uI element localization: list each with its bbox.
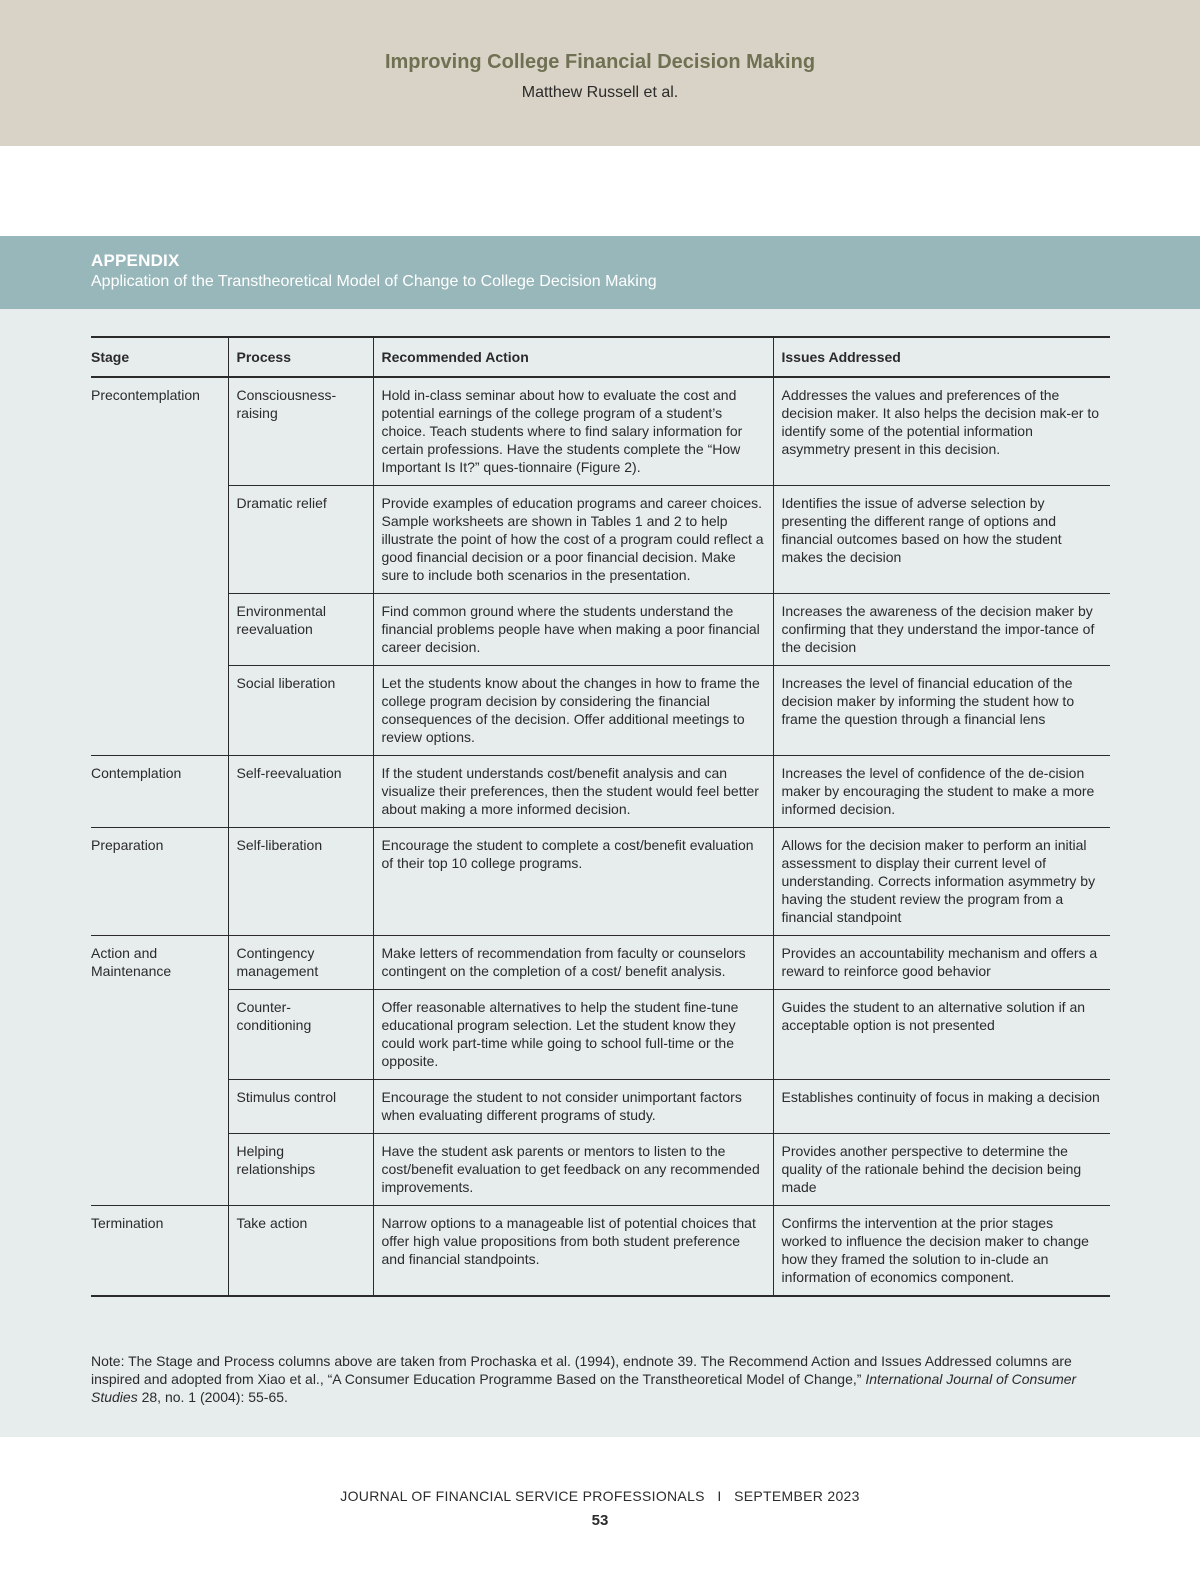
issues-cell: Addresses the values and preferences of the decision maker. It also helps the decision mak-er to identify some of the potential information asymmetry present in this decision.: [773, 377, 1110, 486]
appendix-band: [0, 236, 1200, 309]
process-cell: Environmental reevaluation: [228, 594, 373, 666]
table-row: [91, 1080, 1110, 1134]
note-text-after: 28, no. 1 (2004): 55-65.: [137, 1389, 288, 1405]
process-cell: Self-reevaluation: [228, 756, 373, 828]
stage-cell: [91, 594, 228, 666]
table-row: [91, 828, 1110, 936]
article-title: Improving College Financial Decision Making: [384, 51, 816, 73]
appendix-subtitle: Application of the Transtheoretical Model of Change to College Decision Making: [91, 273, 657, 290]
stage-cell: Precontemplation: [91, 387, 200, 403]
table-row: [91, 936, 1110, 990]
action-cell: Encourage the student to complete a cost/benefit evaluation of their top 10 college programs.: [373, 828, 773, 936]
issues-cell: Increases the level of financial education of the decision maker by informing the student how to frame the question through a financial lens: [773, 666, 1110, 756]
process-cell: Contingency management: [228, 936, 373, 990]
action-cell: Let the students know about the changes in how to frame the college program decision by considering the financial consequences of the decision. Offer additional meetings to review options.: [373, 666, 773, 756]
appendix-label: APPENDIX: [91, 251, 180, 270]
process-cell: Social liberation: [228, 666, 373, 756]
stage-cell: [91, 486, 228, 594]
issues-cell: Increases the level of confidence of the de-cision maker by encouraging the student to make a more informed decision.: [773, 756, 1110, 828]
issues-cell: Allows for the decision maker to perform an initial assessment to display their current level of understanding. Corrects information asymmetry by having the student review the program from a financial standpoint: [773, 828, 1110, 936]
table-note: [91, 1352, 1110, 1406]
action-cell: Have the student ask parents or mentors to listen to the cost/benefit evaluation to get feedback on any recommended improvements.: [373, 1134, 773, 1206]
issues-cell: Identifies the issue of adverse selection by presenting the different range of options and financial outcomes based on how the student makes the decision: [773, 486, 1110, 594]
note-journal-name: International Journal of Consumer Studies: [91, 1371, 1077, 1405]
action-cell: If the student understands cost/benefit analysis and can visualize their preferences, then the student would feel better about making a more informed decision.: [373, 756, 773, 828]
issues-cell: Provides an accountability mechanism and offers a reward to reinforce good behavior: [773, 936, 1110, 990]
note-text-before: Note: The Stage and Process columns above are taken from Prochaska et al. (1994), endnote 39. The Recommend Action and Issues Addressed columns are inspired and adopted from Xiao et al., “A Consumer Education Programme Based on the Transtheoretical Model of Change,”: [91, 1353, 1072, 1387]
process-cell: Take action: [228, 1206, 373, 1297]
header-band: [0, 0, 1200, 146]
stage-cell: [91, 1134, 228, 1206]
action-cell: Hold in-class seminar about how to evaluate the cost and potential earnings of the college program of a student’s choice. Teach students where to find salary information for certain professions. Have the students complete the “How Important Is It?” ques-tionnaire (Figure 2).: [373, 377, 773, 486]
stage-cell: [91, 666, 228, 756]
process-cell: Counter- conditioning: [228, 990, 373, 1080]
issues-cell: Provides another perspective to determine the quality of the rationale behind the decision being made: [773, 1134, 1110, 1206]
action-cell: Find common ground where the students understand the financial problems people have when making a poor financial career decision.: [373, 594, 773, 666]
appendix-body: [0, 309, 1200, 1437]
table-row: [91, 594, 1110, 666]
table-row: [91, 377, 1110, 486]
table-row: [91, 666, 1110, 756]
header-stage: Stage: [91, 337, 228, 377]
header-process: Process: [228, 337, 373, 377]
article-author: Matthew Russell et al.: [521, 84, 679, 101]
action-cell: Provide examples of education programs and career choices. Sample worksheets are shown in Tables 1 and 2 to help illustrate the point of how the cost of a program could reflect a good financial decision or a poor financial decision. Make sure to include both scenarios in the presentation.: [373, 486, 773, 594]
stage-cell: [91, 990, 228, 1080]
table-row: [91, 756, 1110, 828]
process-cell: Consciousness- raising: [228, 377, 373, 486]
stage-cell: [91, 1080, 228, 1134]
process-cell: Stimulus control: [228, 1080, 373, 1134]
page-number: 53: [591, 1512, 609, 1529]
table-row: [91, 486, 1110, 594]
stage-cell: Contemplation: [91, 756, 228, 828]
ttm-table: [91, 336, 1110, 1297]
issues-cell: Increases the awareness of the decision maker by confirming that they understand the impor-tance of the decision: [773, 594, 1110, 666]
stage-cell: Termination: [91, 1206, 228, 1297]
footer-journal: JOURNAL OF FINANCIAL SERVICE PROFESSIONALS I SEPTEMBER 2023: [340, 1488, 860, 1504]
action-cell: Make letters of recommendation from faculty or counselors contingent on the completion of a cost/ benefit analysis.: [373, 936, 773, 990]
table-row: [91, 990, 1110, 1080]
action-cell: Narrow options to a manageable list of potential choices that offer high value propositions from both student preference and financial standpoints.: [373, 1206, 773, 1297]
table-row: [91, 1134, 1110, 1206]
header-issues-addressed: Issues Addressed: [773, 337, 1110, 377]
table-row: [91, 1206, 1110, 1297]
stage-cell: Preparation: [91, 828, 228, 936]
process-cell: Helping relationships: [228, 1134, 373, 1206]
issues-cell: Guides the student to an alternative solution if an acceptable option is not presented: [773, 990, 1110, 1080]
process-cell: Self-liberation: [228, 828, 373, 936]
table-header-row: [91, 337, 1110, 377]
header-recommended-action: Recommended Action: [373, 337, 773, 377]
stage-cell: Action and Maintenance: [91, 945, 172, 979]
issues-cell: Confirms the intervention at the prior stages worked to influence the decision maker to change how they framed the solution to in-clude an information of economics component.: [773, 1206, 1110, 1297]
process-cell: Dramatic relief: [228, 486, 373, 594]
action-cell: Encourage the student to not consider unimportant factors when evaluating different programs of study.: [373, 1080, 773, 1134]
issues-cell: Establishes continuity of focus in making a decision: [773, 1080, 1110, 1134]
action-cell: Offer reasonable alternatives to help the student fine-tune educational program selection. Let the student know they could work part-time while going to school full-time or the opposite.: [373, 990, 773, 1080]
